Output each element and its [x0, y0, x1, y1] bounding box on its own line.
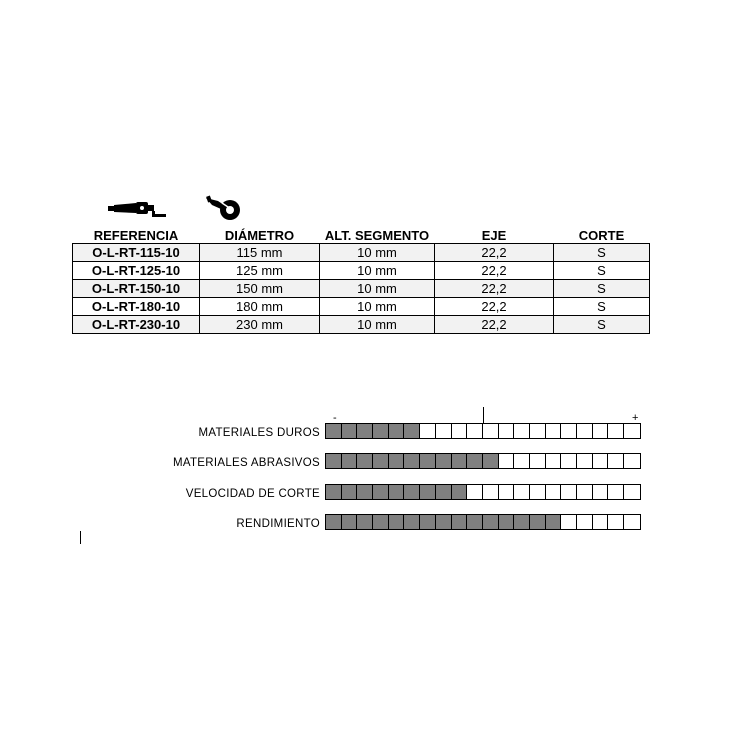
rating-cell-filled	[514, 515, 530, 529]
rating-cell-filled	[436, 515, 452, 529]
rating-cell-filled	[326, 485, 342, 499]
cut-off-saw-icon	[204, 195, 242, 223]
cell-alt-segmento: 10 mm	[320, 280, 435, 298]
cell-corte: S	[554, 280, 650, 298]
rating-cell-filled	[483, 454, 499, 468]
rating-label-rendimiento: RENDIMIENTO	[236, 518, 320, 530]
rating-cell-filled	[326, 454, 342, 468]
cell-corte: S	[554, 298, 650, 316]
rating-cell-filled	[467, 454, 483, 468]
rating-cell-filled	[373, 454, 389, 468]
rating-cell-empty	[561, 485, 577, 499]
rating-cell-filled	[436, 454, 452, 468]
rating-cell-filled	[373, 515, 389, 529]
rating-cell-empty	[577, 454, 593, 468]
rating-cell-filled	[373, 424, 389, 438]
rating-cell-empty	[624, 485, 640, 499]
text-cursor	[80, 531, 81, 544]
rating-cell-empty	[608, 485, 624, 499]
rating-cell-empty	[546, 454, 562, 468]
rating-cell-empty	[577, 485, 593, 499]
cell-diametro: 230 mm	[200, 316, 320, 334]
rating-cell-filled	[357, 424, 373, 438]
table-row	[73, 316, 650, 334]
rating-cell-empty	[483, 485, 499, 499]
rating-cell-filled	[404, 454, 420, 468]
cell-eje: 22,2	[435, 244, 554, 262]
rating-cell-empty	[483, 424, 499, 438]
rating-cell-filled	[546, 515, 562, 529]
rating-cell-empty	[514, 454, 530, 468]
cell-eje: 22,2	[435, 298, 554, 316]
rating-label-materiales-duros: MATERIALES DUROS	[198, 427, 320, 439]
cell-alt-segmento: 10 mm	[320, 316, 435, 334]
rating-cell-filled	[389, 485, 405, 499]
rating-cell-filled	[499, 515, 515, 529]
rating-cell-filled	[420, 454, 436, 468]
cell-eje: 22,2	[435, 316, 554, 334]
rating-cell-filled	[389, 424, 405, 438]
table-row	[73, 298, 650, 316]
scale-min-label: -	[333, 412, 337, 424]
cell-referencia: O-L-RT-230-10	[73, 316, 200, 334]
rating-cell-filled	[342, 424, 358, 438]
rating-cell-filled	[342, 485, 358, 499]
rating-cell-empty	[624, 515, 640, 529]
rating-cell-filled	[342, 515, 358, 529]
rating-cell-empty	[561, 424, 577, 438]
cell-referencia: O-L-RT-180-10	[73, 298, 200, 316]
cell-corte: S	[554, 244, 650, 262]
cell-referencia: O-L-RT-150-10	[73, 280, 200, 298]
rating-label-velocidad-de-corte: VELOCIDAD DE CORTE	[185, 488, 320, 500]
rating-bar-velocidad-de-corte	[325, 484, 641, 500]
table-header-row	[73, 226, 650, 244]
rating-cell-empty	[593, 454, 609, 468]
rating-bar-rendimiento	[325, 514, 641, 530]
rating-cell-empty	[561, 454, 577, 468]
rating-cell-filled	[404, 515, 420, 529]
rating-cell-filled	[404, 424, 420, 438]
rating-cell-filled	[357, 454, 373, 468]
table-row	[73, 280, 650, 298]
header-referencia: REFERENCIA	[93, 228, 179, 243]
cell-diametro: 125 mm	[200, 262, 320, 280]
cell-referencia: O-L-RT-115-10	[73, 244, 200, 262]
rating-cell-filled	[452, 515, 468, 529]
rating-cell-empty	[624, 424, 640, 438]
rating-cell-filled	[342, 454, 358, 468]
rating-cell-filled	[373, 485, 389, 499]
scale-max-label: +	[632, 412, 639, 424]
spec-table	[72, 226, 650, 334]
table-row	[73, 262, 650, 280]
rating-cell-empty	[514, 424, 530, 438]
rating-cell-empty	[467, 424, 483, 438]
rating-cell-filled	[420, 485, 436, 499]
rating-cell-empty	[452, 424, 468, 438]
header-alt-segmento: ALT. SEGMENTO	[324, 228, 430, 243]
header-diametro: DIÁMETRO	[224, 228, 295, 243]
rating-cell-empty	[499, 485, 515, 499]
rating-cell-filled	[357, 515, 373, 529]
rating-cell-filled	[404, 485, 420, 499]
cell-eje: 22,2	[435, 280, 554, 298]
cell-diametro: 150 mm	[200, 280, 320, 298]
rating-cell-filled	[436, 485, 452, 499]
rating-cell-empty	[499, 454, 515, 468]
rating-cell-empty	[593, 424, 609, 438]
cell-alt-segmento: 10 mm	[320, 262, 435, 280]
rating-cell-filled	[467, 515, 483, 529]
table-row	[73, 244, 650, 262]
rating-cell-empty	[577, 515, 593, 529]
rating-cell-filled	[483, 515, 499, 529]
rating-cell-empty	[514, 485, 530, 499]
cell-corte: S	[554, 316, 650, 334]
rating-cell-empty	[530, 424, 546, 438]
rating-cell-empty	[436, 424, 452, 438]
rating-cell-empty	[593, 515, 609, 529]
rating-cell-empty	[608, 454, 624, 468]
rating-cell-empty	[530, 485, 546, 499]
rating-cell-filled	[326, 424, 342, 438]
cell-alt-segmento: 10 mm	[320, 244, 435, 262]
rating-cell-empty	[624, 454, 640, 468]
rating-cell-empty	[546, 424, 562, 438]
header-eje: EJE	[481, 228, 507, 243]
rating-cell-empty	[420, 424, 436, 438]
rating-cell-filled	[357, 485, 373, 499]
rating-cell-empty	[608, 424, 624, 438]
rating-cell-filled	[452, 485, 468, 499]
cell-diametro: 180 mm	[200, 298, 320, 316]
rating-cell-filled	[452, 454, 468, 468]
rating-bar-materiales-abrasivos	[325, 453, 641, 469]
rating-cell-filled	[326, 515, 342, 529]
rating-cell-empty	[561, 515, 577, 529]
rating-cell-filled	[389, 454, 405, 468]
rating-cell-empty	[546, 485, 562, 499]
rating-cell-empty	[593, 485, 609, 499]
angle-grinder-icon	[106, 198, 170, 220]
cell-eje: 22,2	[435, 262, 554, 280]
header-corte: CORTE	[578, 228, 625, 243]
rating-cell-filled	[389, 515, 405, 529]
rating-cell-empty	[530, 454, 546, 468]
rating-cell-empty	[608, 515, 624, 529]
cell-referencia: O-L-RT-125-10	[73, 262, 200, 280]
rating-cell-empty	[467, 485, 483, 499]
rating-label-materiales-abrasivos: MATERIALES ABRASIVOS	[172, 457, 320, 469]
rating-cell-empty	[577, 424, 593, 438]
cell-corte: S	[554, 262, 650, 280]
cell-alt-segmento: 10 mm	[320, 298, 435, 316]
rating-cell-empty	[499, 424, 515, 438]
rating-cell-filled	[530, 515, 546, 529]
rating-bar-materiales-duros	[325, 423, 641, 439]
rating-cell-filled	[420, 515, 436, 529]
cell-diametro: 115 mm	[200, 244, 320, 262]
